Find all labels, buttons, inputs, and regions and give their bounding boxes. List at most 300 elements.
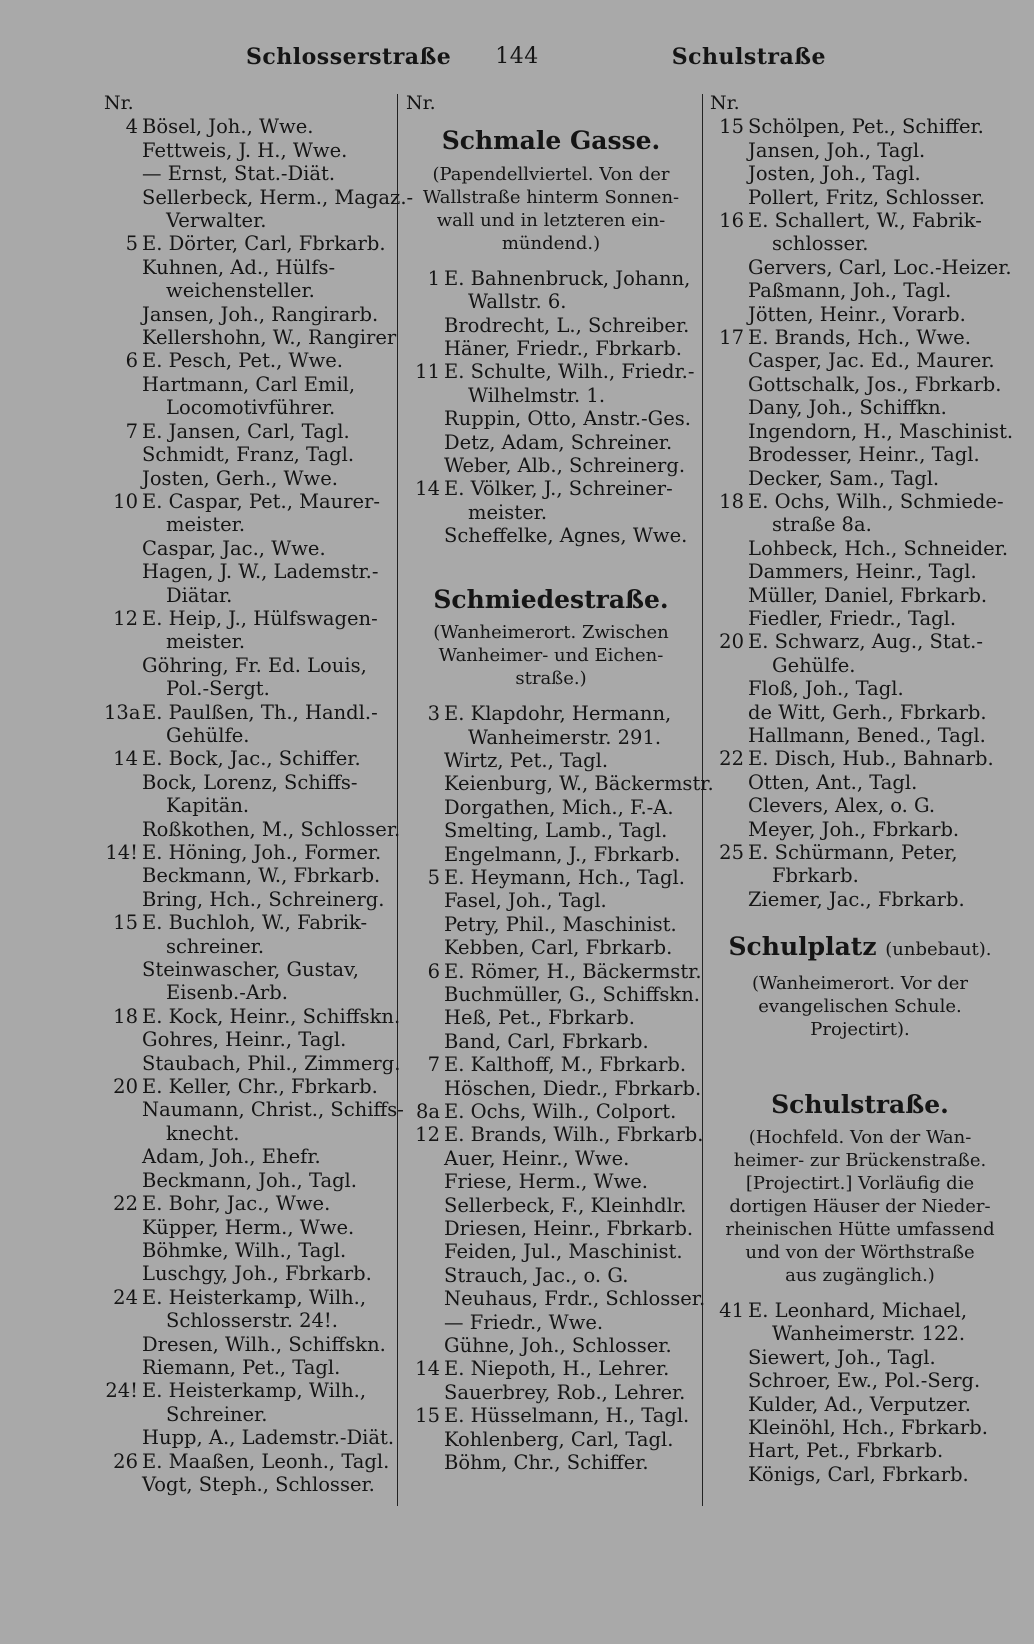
house-number: [406, 1217, 444, 1240]
directory-entry: [710, 724, 1010, 747]
entry-continuation: knecht.: [166, 1121, 240, 1145]
resident-entry: E. Brands, Hch., Wwe.: [748, 326, 971, 350]
resident-entry: E. Leonhard, Michael,: [748, 1299, 968, 1323]
resident-entry: Lohbeck, Hch., Schneider.: [748, 536, 1009, 560]
house-number: [104, 771, 142, 794]
entry-continuation: Eisenb.-Arb.: [166, 981, 288, 1005]
resident-entry: Sauerbrey, Rob., Lehrer.: [444, 1380, 686, 1404]
entry-continuation: Wallstr. 6.: [468, 290, 567, 314]
entry-continuation: Schlosserstr. 24!.: [166, 1309, 338, 1333]
house-number: 25: [719, 841, 744, 864]
resident-entry: Strauch, Jac., o. G.: [444, 1263, 629, 1287]
directory-entry: [710, 841, 1010, 864]
resident-entry: Dresen, Wilh., Schiffskn.: [142, 1332, 386, 1356]
resident-entry: Bring, Hch., Schreinerg.: [142, 887, 385, 911]
resident-entry: Scheffelke, Agnes, Wwe.: [444, 524, 688, 548]
resident-entry: E. Ochs, Wilh., Colport.: [444, 1100, 677, 1123]
house-number: [104, 326, 142, 349]
directory-entry: [104, 1239, 394, 1262]
directory-entry: [710, 162, 1010, 185]
header-left-street: Schlosserstraße: [246, 44, 452, 70]
directory-entry: [104, 864, 394, 887]
resident-entry: Keienburg, W., Bäckermstr.: [444, 772, 714, 796]
resident-entry: Engelmann, J., Fbrkarb.: [444, 842, 681, 866]
entry-continuation: Gehülfe.: [772, 653, 856, 677]
house-number: [710, 373, 748, 396]
directory-entry: [710, 303, 1010, 326]
resident-entry: Neuhaus, Frdr., Schlosser.: [444, 1287, 706, 1311]
house-number: [406, 407, 444, 430]
house-number: [406, 1194, 444, 1217]
directory-entry: [710, 349, 1010, 372]
resident-entry: Siewert, Joh., Tagl.: [748, 1345, 936, 1369]
resident-entry: E. Paulßen, Th., Handl.-: [142, 700, 378, 724]
description-line: evangelischen Schule.: [758, 995, 962, 1017]
description-line: (Wanheimerort. Zwischen: [433, 622, 669, 644]
directory-entry: [406, 1030, 696, 1053]
house-number: [710, 162, 748, 185]
entry-list: [406, 267, 696, 548]
directory-entry: [104, 1028, 394, 1051]
directory-entry: [104, 467, 394, 490]
resident-entry: Hartmann, Carl Emil,: [142, 372, 356, 396]
directory-entry: [104, 1379, 394, 1402]
directory-entry: [104, 911, 394, 934]
house-number: [710, 139, 748, 162]
house-number: [406, 454, 444, 477]
directory-entry: [710, 1393, 1010, 1416]
directory-entry: [710, 139, 1010, 162]
resident-entry: Sellerbeck, F., Kleinhdlr.: [444, 1193, 687, 1217]
resident-entry: Schölpen, Pet., Schiffer.: [748, 115, 984, 139]
directory-entry: [710, 701, 1010, 724]
resident-entry: E. Römer, H., Bäckermstr.: [444, 959, 702, 983]
description-line: Wallstraße hinterm Sonnen-: [422, 186, 680, 208]
directory-entry: [710, 630, 1010, 653]
entry-list: [710, 1299, 1010, 1486]
house-number: [710, 1439, 748, 1462]
resident-entry: Kulder, Ad., Verputzer.: [748, 1392, 971, 1416]
directory-entry: [710, 560, 1010, 583]
house-number: [104, 958, 142, 981]
resident-entry: E. Disch, Hub., Bahnarb.: [748, 747, 994, 771]
directory-entry: [710, 419, 1014, 443]
directory-entry: [710, 186, 1010, 209]
directory-entry: [710, 279, 1010, 302]
house-number: [406, 1334, 444, 1357]
house-number: [104, 1356, 142, 1379]
house-number: 15: [113, 911, 138, 935]
directory-entry: [406, 1123, 704, 1147]
house-number: [406, 936, 444, 959]
house-number: [104, 1239, 142, 1262]
entry-continuation: Locomotivführer.: [166, 396, 336, 420]
directory-entry: [406, 431, 696, 454]
house-number: [406, 749, 444, 772]
description-line: (Papendellviertel. Von der: [432, 163, 670, 185]
house-number: 12: [113, 606, 138, 630]
street-title-schmiedestrasse: Schmiedestraße.: [433, 584, 669, 614]
directory-entry: [406, 1287, 706, 1311]
resident-entry: E. Ochs, Wilh., Schmiede-: [748, 489, 1004, 513]
resident-entry: Feiden, Jul., Maschinist.: [444, 1240, 683, 1264]
directory-entry: [104, 654, 394, 677]
house-number: [406, 1240, 444, 1263]
directory-entry: [406, 1264, 696, 1287]
entry-continuation: schreiner.: [166, 934, 265, 958]
description-line: dortigen Häuser der Nieder-: [729, 1196, 991, 1218]
resident-entry: Fasel, Joh., Tagl.: [444, 889, 607, 913]
resident-entry: E. Bohr, Jac., Wwe.: [142, 1192, 331, 1216]
house-number: [710, 396, 748, 419]
description-line: [Projectirt.] Vorläufig die: [745, 1173, 975, 1195]
directory-entry: [406, 1451, 696, 1474]
directory-entry: [710, 256, 1010, 279]
resident-entry: Müller, Daniel, Fbrkarb.: [748, 583, 988, 607]
house-number: [406, 889, 444, 912]
directory-entry: [104, 490, 394, 513]
house-number: 6: [125, 349, 138, 373]
entry-list: [710, 115, 1014, 911]
house-number: [406, 983, 444, 1006]
entry-continuation: Verwalter.: [166, 209, 267, 233]
entry-continuation: meister.: [166, 630, 246, 654]
resident-entry: Josten, Gerh., Wwe.: [142, 466, 338, 490]
house-number: 16: [719, 209, 744, 233]
directory-entry: [406, 772, 714, 796]
resident-entry: Vogt, Steph., Schlosser.: [142, 1472, 375, 1496]
house-number: [406, 913, 444, 936]
directory-entry: [406, 1006, 696, 1029]
directory-entry: [406, 1357, 696, 1380]
resident-entry: Göhring, Fr. Ed. Louis,: [142, 653, 367, 677]
resident-entry: Paßmann, Joh., Tagl.: [748, 279, 952, 303]
directory-entry: [104, 1216, 394, 1239]
street-title-schulstrasse: Schulstraße.: [771, 1089, 949, 1119]
resident-entry: Roßkothen, M., Schlosser.: [142, 817, 401, 841]
resident-entry: Jansen, Joh., Tagl.: [748, 138, 926, 162]
directory-entry: [104, 888, 394, 911]
house-number: 15: [415, 1404, 440, 1428]
house-number: [104, 373, 142, 396]
directory-entry: [104, 443, 394, 466]
description-line: aus zugänglich.): [785, 1265, 935, 1287]
resident-entry: de Witt, Gerh., Fbrkarb.: [748, 700, 987, 724]
page-header: [0, 44, 1034, 74]
directory-entry: [406, 959, 702, 983]
directory-entry: [104, 1473, 394, 1496]
house-number: [710, 420, 748, 443]
resident-entry: Sellerbeck, Herm., Magaz.-: [142, 185, 414, 209]
directory-entry: [406, 982, 700, 1006]
directory-entry: [710, 677, 1010, 700]
house-number: [710, 1463, 748, 1486]
house-number: [406, 1147, 444, 1170]
house-number: 20: [113, 1075, 138, 1099]
house-number: [104, 1216, 142, 1239]
directory-entry: [104, 349, 394, 372]
directory-entry: [104, 373, 394, 396]
directory-entry: [104, 139, 394, 162]
resident-entry: Wirtz, Pet., Tagl.: [444, 748, 609, 772]
house-number: [710, 1416, 748, 1439]
directory-entry: [710, 607, 1010, 630]
house-number: 7: [125, 419, 138, 443]
resident-entry: E. Klapdohr, Hermann,: [444, 702, 672, 726]
resident-entry: Caspar, Jac., Wwe.: [142, 536, 326, 560]
house-number: [710, 256, 748, 279]
page-number: 144: [495, 44, 539, 69]
street-title-schulplatz: [710, 932, 1010, 962]
house-number: 8a: [415, 1100, 440, 1123]
house-number: [710, 701, 748, 724]
description-line: Wanheimer- und Eichen-: [438, 645, 664, 667]
directory-entry: [104, 1004, 401, 1028]
entry-continuation: meister.: [166, 513, 246, 537]
house-number: [710, 186, 748, 209]
resident-entry: Kohlenberg, Carl, Tagl.: [444, 1427, 674, 1451]
house-number: 4: [125, 115, 138, 139]
house-number: [406, 337, 444, 360]
resident-entry: Riemann, Pet., Tagl.: [142, 1355, 341, 1379]
house-number: [406, 1077, 444, 1100]
resident-entry: Ruppin, Otto, Anstr.-Ges.: [444, 407, 691, 431]
description-line: (Hochfeld. Von der Wan-: [748, 1127, 972, 1149]
resident-entry: E. Heip, J., Hülfswagen-: [142, 606, 378, 630]
resident-entry: Fettweis, J. H., Wwe.: [142, 138, 348, 162]
resident-entry: Dany, Joh., Schiffkn.: [748, 396, 947, 420]
directory-entry: [406, 524, 696, 547]
house-number: [406, 1170, 444, 1193]
house-number: [104, 162, 142, 185]
directory-entry: [406, 1194, 696, 1217]
house-number: [104, 864, 142, 887]
description-line: heimer- zur Brückenstraße.: [733, 1150, 987, 1172]
entry-continuation: Wanheimerstr. 122.: [772, 1322, 966, 1346]
resident-entry: Gühne, Joh., Schlosser.: [444, 1334, 672, 1358]
resident-entry: Beckmann, W., Fbrkarb.: [142, 864, 381, 888]
entry-continuation: straße 8a.: [772, 513, 872, 537]
house-number: [710, 279, 748, 302]
directory-entry: [710, 1369, 1010, 1392]
directory-entry: [104, 303, 394, 326]
directory-entry: [406, 314, 696, 337]
house-number: [104, 1145, 142, 1168]
resident-entry: E. Schallert, W., Fabrik-: [748, 209, 982, 233]
street-description: [406, 621, 696, 690]
resident-entry: E. Niepoth, H., Lehrer.: [444, 1357, 670, 1381]
directory-entry: [710, 443, 1010, 466]
directory-entry: [104, 185, 414, 209]
house-number: [406, 1311, 444, 1334]
directory-entry: [710, 794, 1010, 817]
resident-entry: E. Heisterkamp, Wilh.,: [142, 1285, 367, 1309]
directory-entry: [710, 771, 1010, 794]
directory-entry: [710, 747, 1010, 770]
house-number: 22: [719, 747, 744, 771]
directory-entry: [104, 537, 394, 560]
column-3: [710, 92, 1014, 1486]
directory-entry: [406, 1217, 696, 1240]
resident-entry: Küpper, Herm., Wwe.: [142, 1215, 355, 1239]
resident-entry: Hart, Pet., Fbrkarb.: [748, 1439, 944, 1463]
resident-entry: E. Keller, Chr., Fbrkarb.: [142, 1075, 378, 1099]
directory-entry: [406, 1428, 696, 1451]
directory-entry: [406, 796, 696, 819]
description-line: wall und in letzteren ein-: [436, 209, 666, 231]
house-number: [104, 256, 142, 279]
resident-entry: E. Jansen, Carl, Tagl.: [142, 419, 350, 443]
house-number: 3: [427, 702, 440, 726]
house-number: [710, 1393, 748, 1416]
house-number: 26: [113, 1449, 138, 1473]
resident-entry: Schroer, Ew., Pol.-Serg.: [748, 1369, 981, 1393]
house-number: [104, 537, 142, 560]
house-number: 7: [427, 1053, 440, 1077]
resident-entry: Gottschalk, Jos., Fbrkarb.: [748, 372, 1002, 396]
resident-entry: E. Heisterkamp, Wilh.,: [142, 1379, 367, 1403]
house-number: 12: [415, 1123, 440, 1147]
house-number: 14!: [105, 841, 138, 864]
resident-entry: E. Dörter, Carl, Fbrkarb.: [142, 232, 386, 256]
house-number: 20: [719, 630, 744, 654]
directory-entry: [406, 1311, 696, 1334]
directory-entry: [710, 326, 1010, 349]
resident-entry: Höschen, Diedr., Fbrkarb.: [444, 1076, 702, 1100]
house-number: [710, 443, 748, 466]
resident-entry: E. Heymann, Hch., Tagl.: [444, 865, 685, 889]
entry-continuation: Wilhelmstr. 1.: [468, 383, 606, 407]
resident-entry: Heß, Pet., Fbrkarb.: [444, 1006, 635, 1030]
directory-entry: [104, 232, 394, 255]
description-line: rheinischen Hütte umfassend: [725, 1219, 995, 1241]
directory-entry: [104, 420, 394, 443]
resident-entry: Luschgy, Joh., Fbrkarb.: [142, 1262, 372, 1286]
directory-entry: [406, 1240, 696, 1263]
house-number: 6: [427, 959, 440, 983]
directory-entry: [406, 1147, 696, 1170]
directory-entry: [710, 1439, 1010, 1462]
column-1: [104, 92, 414, 1496]
entry-continuation: Schreiner.: [166, 1402, 268, 1426]
street-description: [710, 972, 1010, 1041]
resident-entry: E. Völker, J., Schreiner-: [444, 477, 673, 501]
directory-entry: [406, 913, 696, 936]
resident-entry: Kellershohn, W., Rangirer: [142, 326, 397, 350]
resident-entry: Schmidt, Franz, Tagl.: [142, 443, 355, 467]
resident-entry: Otten, Ant., Tagl.: [748, 770, 918, 794]
resident-entry: E. Caspar, Pet., Maurer-: [142, 489, 381, 513]
house-number: [406, 1381, 444, 1404]
house-number: 15: [719, 115, 744, 139]
directory-entry: [406, 1334, 696, 1357]
house-number: [710, 1346, 748, 1369]
description-line: straße.): [515, 668, 587, 690]
house-number: 14: [415, 1357, 440, 1381]
directory-entry: [104, 771, 394, 794]
resident-entry: Hagen, J. W., Lademstr.-: [142, 560, 379, 584]
resident-entry: Floß, Joh., Tagl.: [748, 677, 904, 701]
house-number: [710, 537, 748, 560]
directory-entry: [406, 337, 696, 360]
directory-entry: [104, 1098, 404, 1122]
street-title-note: (unbebaut).: [885, 939, 992, 961]
directory-entry: [710, 467, 1010, 490]
house-number: [710, 818, 748, 841]
house-number: [406, 1264, 444, 1287]
column-divider-1: [397, 94, 398, 1506]
resident-entry: — Ernst, Stat.-Diät.: [142, 162, 336, 186]
house-number: 24: [113, 1285, 138, 1309]
house-number: [104, 654, 142, 677]
entry-continuation: Diätar.: [166, 583, 233, 607]
house-number: [104, 888, 142, 911]
house-number: [710, 724, 748, 747]
directory-entry: [104, 115, 394, 138]
resident-entry: E. Schürmann, Peter,: [748, 841, 958, 864]
entry-list: [406, 702, 714, 1475]
directory-entry: [406, 749, 696, 772]
house-number: [406, 1006, 444, 1029]
resident-entry: E. Pesch, Pet., Wwe.: [142, 349, 343, 373]
resident-entry: Kebben, Carl, Fbrkarb.: [444, 936, 673, 960]
resident-entry: Jansen, Joh., Rangirarb.: [142, 302, 379, 326]
directory-entry: [104, 747, 394, 770]
street-description: [710, 1126, 1010, 1287]
resident-entry: Gervers, Carl, Loc.-Heizer.: [748, 255, 1012, 279]
directory-entry: [104, 817, 401, 841]
directory-entry: [710, 1346, 1010, 1369]
resident-entry: Ingendorn, H., Maschinist.: [748, 419, 1014, 443]
house-number: 5: [125, 232, 138, 256]
resident-entry: Weber, Alb., Schreinerg.: [444, 454, 686, 478]
house-number: 41: [719, 1299, 744, 1323]
resident-entry: Beckmann, Joh., Tagl.: [142, 1168, 357, 1192]
directory-entry: [104, 1450, 394, 1473]
resident-entry: Petry, Phil., Maschinist.: [444, 912, 677, 936]
directory-entry: [104, 1356, 394, 1379]
entry-list: [104, 115, 414, 1496]
directory-entry: [104, 326, 397, 350]
street-title-text: Schulplatz: [728, 932, 877, 962]
resident-entry: E. Schulte, Wilh., Friedr.-: [444, 360, 695, 384]
resident-entry: Smelting, Lamb., Tagl.: [444, 819, 668, 843]
directory-entry: [104, 1145, 394, 1168]
entry-continuation: Gehülfe.: [166, 723, 250, 747]
resident-entry: E. Kalthoff, M., Fbrkarb.: [444, 1053, 687, 1077]
resident-entry: E. Brands, Wilh., Fbrkarb.: [444, 1123, 704, 1147]
house-number: [406, 1428, 444, 1451]
house-number: [104, 1473, 142, 1496]
house-number: 14: [113, 747, 138, 771]
directory-entry: [406, 866, 696, 889]
entry-continuation: weichensteller.: [166, 279, 315, 303]
directory-entry: [710, 115, 1010, 138]
directory-entry: [104, 560, 394, 583]
directory-entry: [406, 1381, 696, 1404]
house-number: [104, 303, 142, 326]
directory-entry: [406, 1076, 702, 1100]
resident-entry: E. Höning, Joh., Former.: [142, 841, 382, 864]
column-nr-label: Nr.: [406, 92, 436, 114]
house-number: [710, 607, 748, 630]
resident-entry: Auer, Heinr., Wwe.: [444, 1146, 630, 1170]
house-number: [406, 819, 444, 842]
directory-entry: [710, 888, 1010, 911]
house-number: [104, 1262, 142, 1285]
house-number: [406, 1451, 444, 1474]
resident-entry: Kleinöhl, Hch., Fbrkarb.: [748, 1416, 988, 1440]
